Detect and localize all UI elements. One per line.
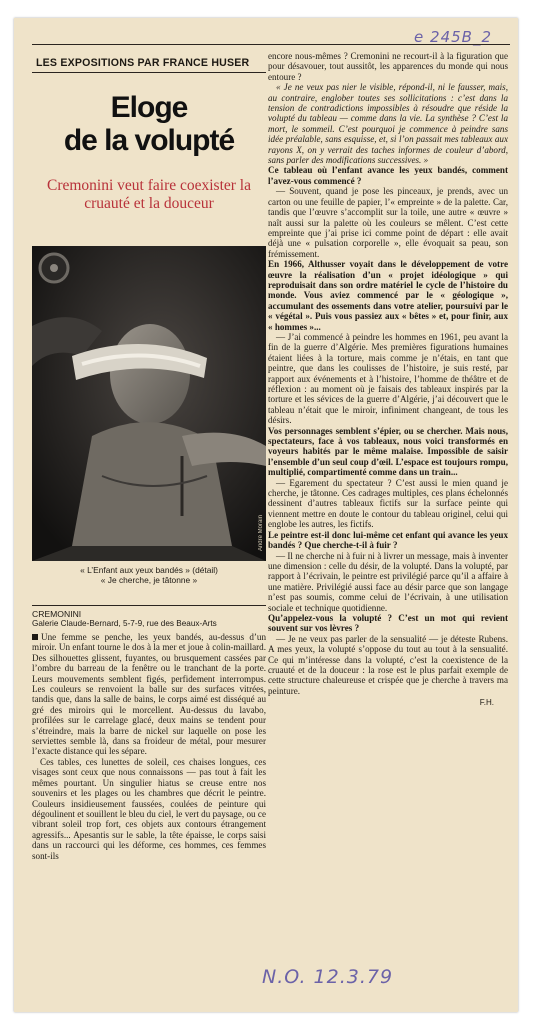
interview-answer: — Il ne cherche ni à fuir ni à livrer un message, mais à inventer une dimension : celle du désir, de la volupté. Dans la volupté, par rapport à l’écrivain, le peintre est privilégié parce qu’il a affaire à une matière. Privilégié aussi face au désir parce que son langage n’est pas soumis, comme celui de l’écrivain, à une utilisation sociale et technique quotidienne. bbox=[268, 550, 508, 613]
interview-question: Ce tableau où l’enfant avance les yeux bandés, comment l’avez-vous commencé ? bbox=[268, 165, 508, 186]
left-body-text bbox=[32, 632, 266, 861]
author-signature: F.H. bbox=[479, 698, 494, 708]
interview-answer: — Je ne veux pas parler de la sensualité — je déteste Rubens. A mes yeux, la volupté s’oppose du tout au tout à la sensualité. Ce qui m’intéresse dans la volupté, c’est la coexistence de la cruauté et de la douceur : la rose est le plus parfait exemple de cette structure chaleureuse et crispée que je cherche à travers ma peinture. bbox=[268, 633, 508, 696]
caption-line-2: « Je cherche, je tâtonne » bbox=[100, 575, 198, 585]
interview-answer: — Egarement du spectateur ? C’est aussi le mien quand je cherche, je tâtonne. Ces cadrages multiples, ces plans échelonnés dessinent d’autres tableaux fictifs sur la surface peinte qui viennent mettre en doute le contour du tableau originel, celui qui englobe les autres, les fictifs. bbox=[268, 477, 508, 530]
interview-answer: — J’ai commencé à peindre les hommes en 1961, peu avant la fin de la guerre d’Algérie. Mes premières figurations humaines étaient liées à la torture, mais comme je n’étais, en tant que peintre, que dans les coulisses de l’histoire, je suis resté, par rapport aux événements et à l’histoire, l’homme de théâtre et de réflexion : au moment où je faisais des tableaux inspirés par la torture et les sévices de la guerre d’Algérie, j’ai découvert que le tableau n’était que le miroir, infiniment changeant, de tous les désirs. bbox=[268, 331, 508, 426]
gallery-address: Galerie Claude-Bernard, 5-7-9, rue des Beaux-Arts bbox=[32, 619, 217, 628]
newspaper-clipping bbox=[14, 18, 518, 1012]
square-bullet-icon bbox=[32, 634, 38, 640]
headline-line-2: de la volupté bbox=[63, 124, 235, 157]
paragraph: encore nous-mêmes ? Cremonini ne recourt-il à la figuration que pour désavouer, tout aussitôt, les apparences du monde qui nous entoure ? bbox=[268, 51, 508, 82]
exhibition-info bbox=[32, 605, 266, 629]
artist-name: CREMONINI bbox=[32, 609, 82, 619]
subheadline: Cremonini veut faire coexister la cruauté et la douceur bbox=[46, 177, 251, 212]
photo-caption bbox=[32, 565, 266, 585]
interview-question: Vos personnages semblent s’épier, ou se chercher. Mais nous, spectateurs, face à vos tableaux, nous voici transformés en voyeurs habités par le même malaise. Impossible de saisir l’ensemble d’un seul coup d’œil. L’espace est toujours rompu, multiplié, compartimenté comme dans un train... bbox=[268, 425, 508, 478]
interview-answer: — Souvent, quand je pose les pinceaux, je prends, avec un carton ou une feuille de papier, l’« empreinte » de la palette. Car, tandis que l’œuvre s’accomplit sur la toile, une autre « œuvre » naît aussi sur la palette où les couleurs se mêlent. C’est cette empreinte que j’ai prise ici comme point de départ : elle avait déjà une « pulsation corporelle », elle évoquait sa peau, son frémissement. bbox=[268, 186, 508, 259]
blindfolded-child-image bbox=[32, 246, 266, 561]
rubric-heading: LES EXPOSITIONS PAR FRANCE HUSER bbox=[32, 51, 266, 73]
artwork-photo bbox=[32, 246, 266, 561]
interview-question: Le peintre est-il donc lui-même cet enfant qui avance les yeux bandés ? Que cherche-t-il à fuir ? bbox=[268, 529, 508, 551]
date-annotation: N.O. 12.3.79 bbox=[262, 966, 394, 988]
right-column bbox=[268, 51, 508, 709]
caption-line-1: « L’Enfant aux yeux bandés » (détail) bbox=[80, 565, 218, 575]
interview-question: En 1966, Althusser voyait dans le développement de votre œuvre la réalisation d’un « projet idéologique » qui reproduisait dans son ordre matériel le cycle de l’histoire du monde. Vous aviez commencé par le « géologique », accumulant des ossements dans votre atelier, poursuivi par le « végétal ». Puis vous passiez aux « bêtes » et, pour finir, aux « hommes »... bbox=[268, 259, 508, 332]
interview-question: Qu’appelez-vous la volupté ? C’est un mot qui revient souvent sur vos lèvres ? bbox=[268, 612, 508, 634]
top-rule bbox=[32, 44, 510, 45]
left-column bbox=[32, 51, 266, 861]
archive-code-annotation: e 245B_2 bbox=[414, 28, 492, 46]
headline-line-1: Eloge bbox=[110, 91, 188, 124]
headline bbox=[32, 91, 266, 157]
paragraph: Ces tables, ces lunettes de soleil, ces chaises longues, ces visages sont ceux que nous connaissons — pas tout à fait les mêmes pourtant. Un singulier hiatus se creuse entre nos souvenirs et les plages ou les chambres que décrit le peintre. Couleurs insidieusement faussées, coulées de peinture qui dégoulinent et souillent le bleu du ciel, le vert du paysage, ou ce vibrant soleil trop fort, ces objets aux contours étrangement agressifs... Apesantis sur le sable, la tête épaisse, le corps saisi dans un raccourci qui les déforme, ces hommes, ces femmes sont-ils bbox=[32, 756, 266, 861]
right-body-text bbox=[268, 51, 508, 709]
paragraph: Une femme se penche, les yeux bandés, au-dessus d’un miroir. Un enfant tourne le dos à la mer et joue à colin-maillard. Des silhouettes glissent, fuyantes, ou brusquement cassées par l’ombre du barreau de la fenêtre ou le tranchant de la porte. Leurs mouvements semblent figés, perfidement interrompus. Les couleurs se renvoient la balle sur des surfaces vitrées, tandis que, dans la salle de bains, le corps aimé est disséqué au gré des miroirs qui le morcellent. Au-dessus du lavabo, profilées sur le carrelage glacé, deux mains se tendent pour s’étreindre, mais la barre de nickel sur laquelle on pose les serviettes semble là, dans sa froideur de métal, pour mesurer l’exacte distance qui les sépare. bbox=[32, 632, 266, 757]
photo-credit: André Morain bbox=[258, 514, 264, 551]
header-spacer bbox=[32, 73, 266, 91]
quote-paragraph: « Je ne veux pas nier le visible, répond-il, ni le fausser, mais, au contraire, englober toutes ses sollicitations : c’est dans la tension de contradictions impossibles à résoudre que réside la volupté du tableau — comme dans la vie. La synthèse ? C’est la mort, le sommeil. C’est pourquoi je commence à peindre sans idée préalable, sans esquisse, et, si l’on passait mes tableaux aux rayons X, on y verrait des taches informes de couleur d’abord, sans parler des modifications successives. » bbox=[268, 82, 508, 166]
